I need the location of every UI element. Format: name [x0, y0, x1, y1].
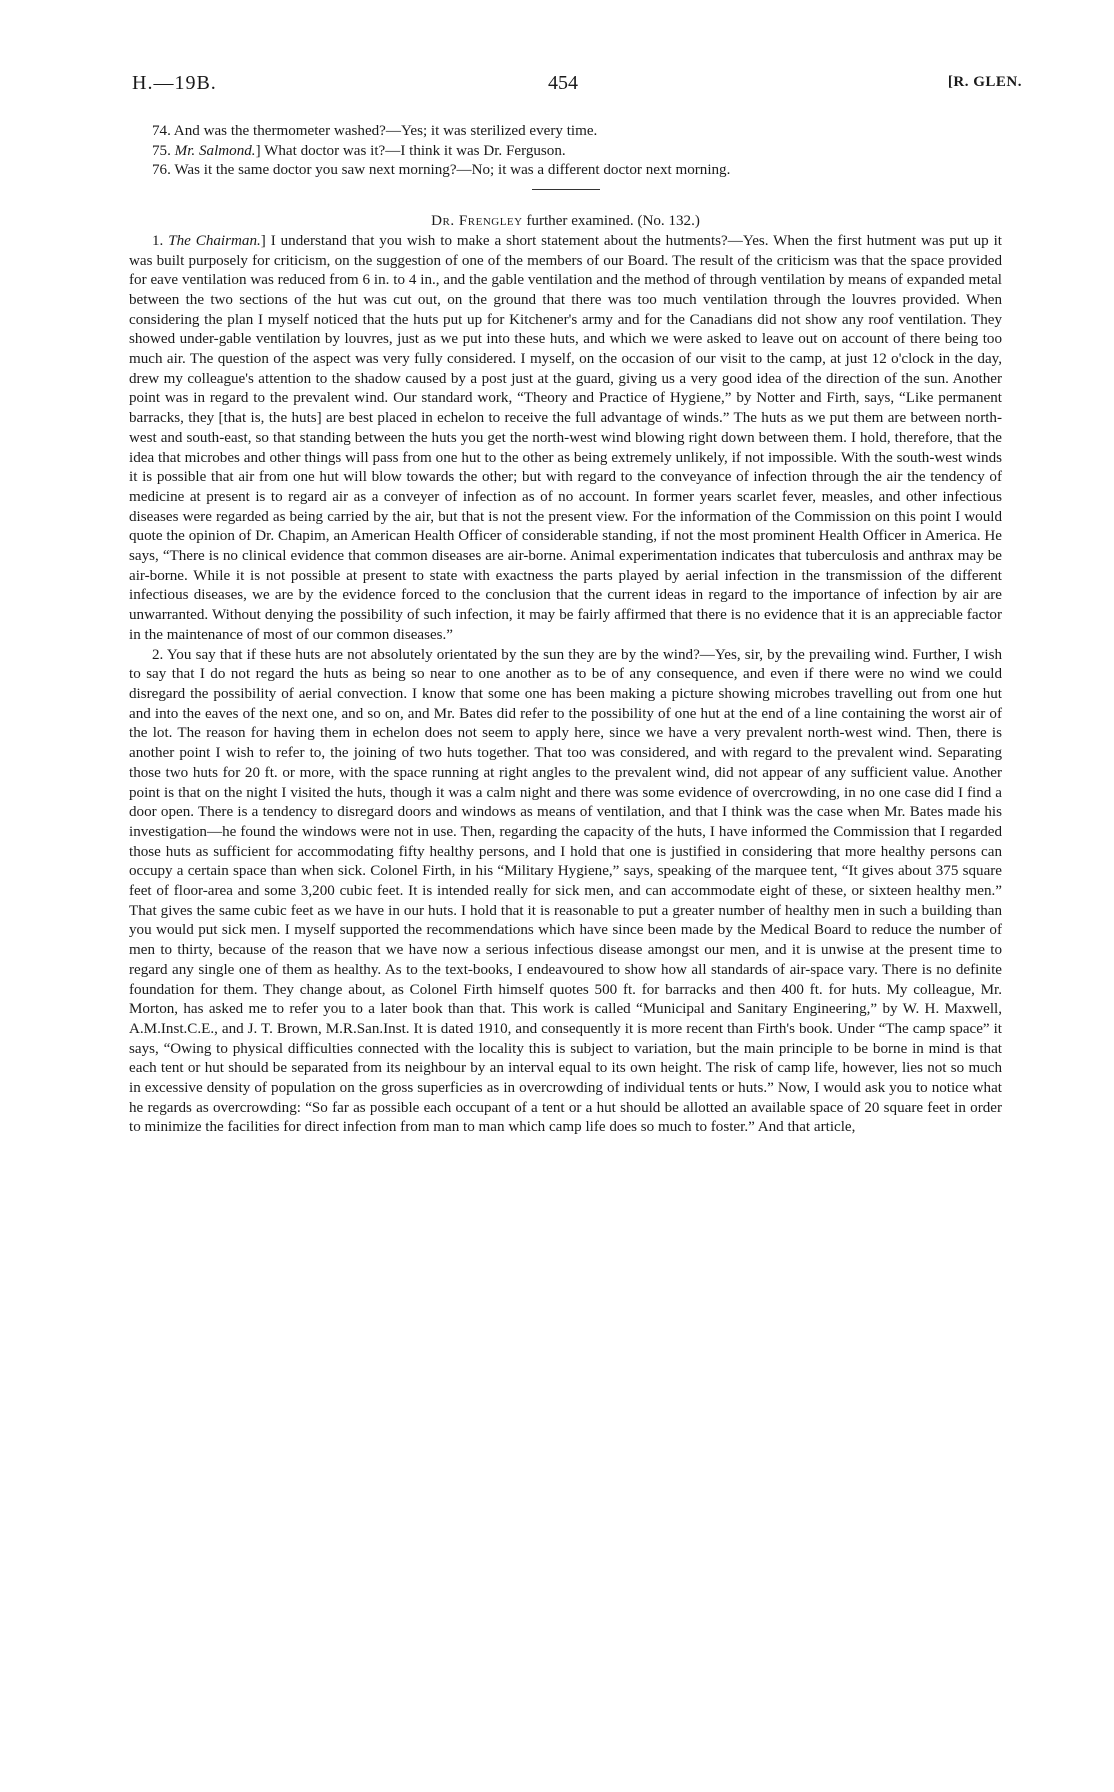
witness-name: [R. GLEN.	[947, 74, 1022, 90]
page-content	[129, 122, 1002, 1138]
paragraph-number: 1.	[152, 232, 164, 249]
section-heading-rest: further examined. (No. 132.)	[522, 213, 700, 230]
paragraph-1	[129, 232, 1002, 646]
page-number: 454	[548, 72, 578, 94]
speaker-name: The Chairman.	[168, 232, 261, 249]
paragraph-text: ] I understand that you wish to make a short statement about the hutments?—Yes. When the first hutment was put up it was built purposely for criticism, on the suggestion of one of the members of our Board. The result of the criticism was that the space provided for eave ventilation was reduced from 6 in. to 4 in., and the gable ventilation and the method of through ventilation by means of expanded metal between the two sections of the hut was cut out, on the ground that there was too much ventilation through the louvres provided. When considering the plan I myself noticed that the huts put up for Kitchener's army and for the Canadians did not show any roof ventilation. They showed under-gable ventilation by louvres, just as we put into these huts, and which we were asked to leave out on account of there being too much air. The question of the aspect was very fully considered. I myself, on the occasion of our visit to the camp, at just 12 o'clock in the day, drew my colleague's attention to the shadow caused by a post just at the guard, giving us a very good idea of the direction of the sun. Another point was in regard to the prevalent wind. Our standard work, “Theory and Practice of Hygiene,” by Notter and Firth, says, “Like permanent barracks, they [that is, the huts] are best placed in echelon to receive the full advantage of winds.” The huts as we put them are between north-west and south-east, so that standing between the huts you get the north-west wind blowing right down between them. I hold, therefore, that the idea that microbes and other things will pass from one hut to the other as being extremely unlikely, if not impossible. With the south-west winds it is possible that air from one hut will blow towards the other; but with regard to the conveyance of infection through the air the tendency of medicine at present is to regard air as a conveyer of infection as of no account. In former years scarlet fever, measles, and other infectious diseases were regarded as being carried by the air, but that is not the present view. For the information of the Commission on this point I would quote the opinion of Dr. Chapim, an American Health Officer of considerable standing, if not the most prominent Health Officer in America. He says, “There is no clinical evidence that common diseases are air-borne. Animal experimentation indicates that tuberculosis and anthrax may be air-borne. While it is not possible at present to state with exactness the parts played by aerial infection in the transmission of the different infectious diseases, we are by the evidence forced to the conclusion that the current ideas in regard to the importance of infection by air are unwarranted. Without denying the possibility of such infection, it may be fairly affirmed that there is no evidence that it is an appreciable factor in the maintenance of most of our common diseases.”	[129, 232, 1002, 643]
question-76: 76. Was it the same doctor you saw next morning?—No; it was a different doctor next morning.	[152, 162, 731, 179]
paragraph-2: 2. You say that if these huts are not absolutely orientated by the sun they are by the wind?—Yes, sir, by the prevailing wind. Further, I wish to say that I do not regard the huts as being so near to one another as to be of any consequence, and even if there were no wind we could disregard the possibility of aerial convection. I know that some one has been making a picture showing microbes travelling out from one hut and into the eaves of the next one, and so on, and Mr. Bates did refer to the possibility of one hut at the end of a line containing the worst air of the lot. The reason for having them in echelon does not seem to apply here, since we have a very prevalent north-west wind. Then, there is another point I wish to refer to, the joining of two huts together. That too was considered, and with regard to the prevalent wind. Separating those two huts for 20 ft. or more, with the space running at right angles to the prevalent wind, did not appear of any sufficient value. Another point is that on the night I visited the huts, though it was a calm night and there was some evidence of overcrowding, in no one case did I find a door open. There is a tendency to disregard doors and windows as means of ventilation, and that I think was the case when Mr. Bates made his investigation—he found the windows were not in use. Then, regarding the capacity of the huts, I have informed the Commission that I regarded those huts as sufficient for accommodating fifty healthy persons, and I hold that one is justified in considering that more healthy persons can occupy a certain space than when sick. Colonel Firth, in his “Military Hygiene,” says, speaking of the marquee tent, “It gives about 375 square feet of floor-area and some 3,200 cubic feet. It is intended really for sick men, and can accommodate eight of these, or sixteen healthy men.” That gives the same cubic feet as we have in our huts. I hold that it is reasonable to put a greater number of healthy men in such a building than you would put sick men. I myself supported the recommendations which have since been made by the Medical Board to reduce the number of men to thirty, because of the reason that we have now a serious infectious disease amongst our men, and it is unwise at the present time to regard any single one of them as healthy. As to the text-books, I endeavoured to show how all standards of air-space vary. There is no definite foundation for them. They change about, as Colonel Firth himself quotes 500 ft. for barracks and then 400 ft. for huts. My colleague, Mr. Morton, has asked me to refer you to a later book than that. This work is called “Municipal and Sanitary Engineering,” by W. H. Maxwell, A.M.Inst.C.E., and J. T. Brown, M.R.San.Inst. It is dated 1910, and consequently it is more recent than Firth's book. Under “The camp space” it says, “Owing to physical difficulties connected with the locality this is subject to variation, but the main principle to be borne in mind is that each tent or hut should be separated from its neighbour by an interval equal to its own height. The risk of camp life, however, lies not so much in excessive density of population on the gross superficies as in overcrowding of individual tents or huts.” Now, I would ask you to notice what he regards as overcrowding: “So far as possible each occupant of a tent or a hut should be allotted an available space of 20 square feet in order to minimize the facilities for direct infection from man to man which camp life does so much to foster.” And that article,	[129, 646, 1002, 1136]
question-number: 75.	[152, 142, 171, 159]
section-heading	[129, 212, 1002, 232]
document-reference: H.—19B.	[132, 72, 217, 94]
question-75	[129, 142, 1002, 162]
section-divider	[532, 189, 600, 190]
witness-heading-name: Dr. Frengley	[431, 213, 523, 230]
page-header	[132, 72, 1022, 102]
question-74: 74. And was the thermometer washed?—Yes; it was sterilized every time.	[152, 123, 598, 139]
question-text: ] What doctor was it?—I think it was Dr. Ferguson.	[255, 142, 566, 159]
speaker-name: Mr. Salmond.	[174, 142, 256, 159]
